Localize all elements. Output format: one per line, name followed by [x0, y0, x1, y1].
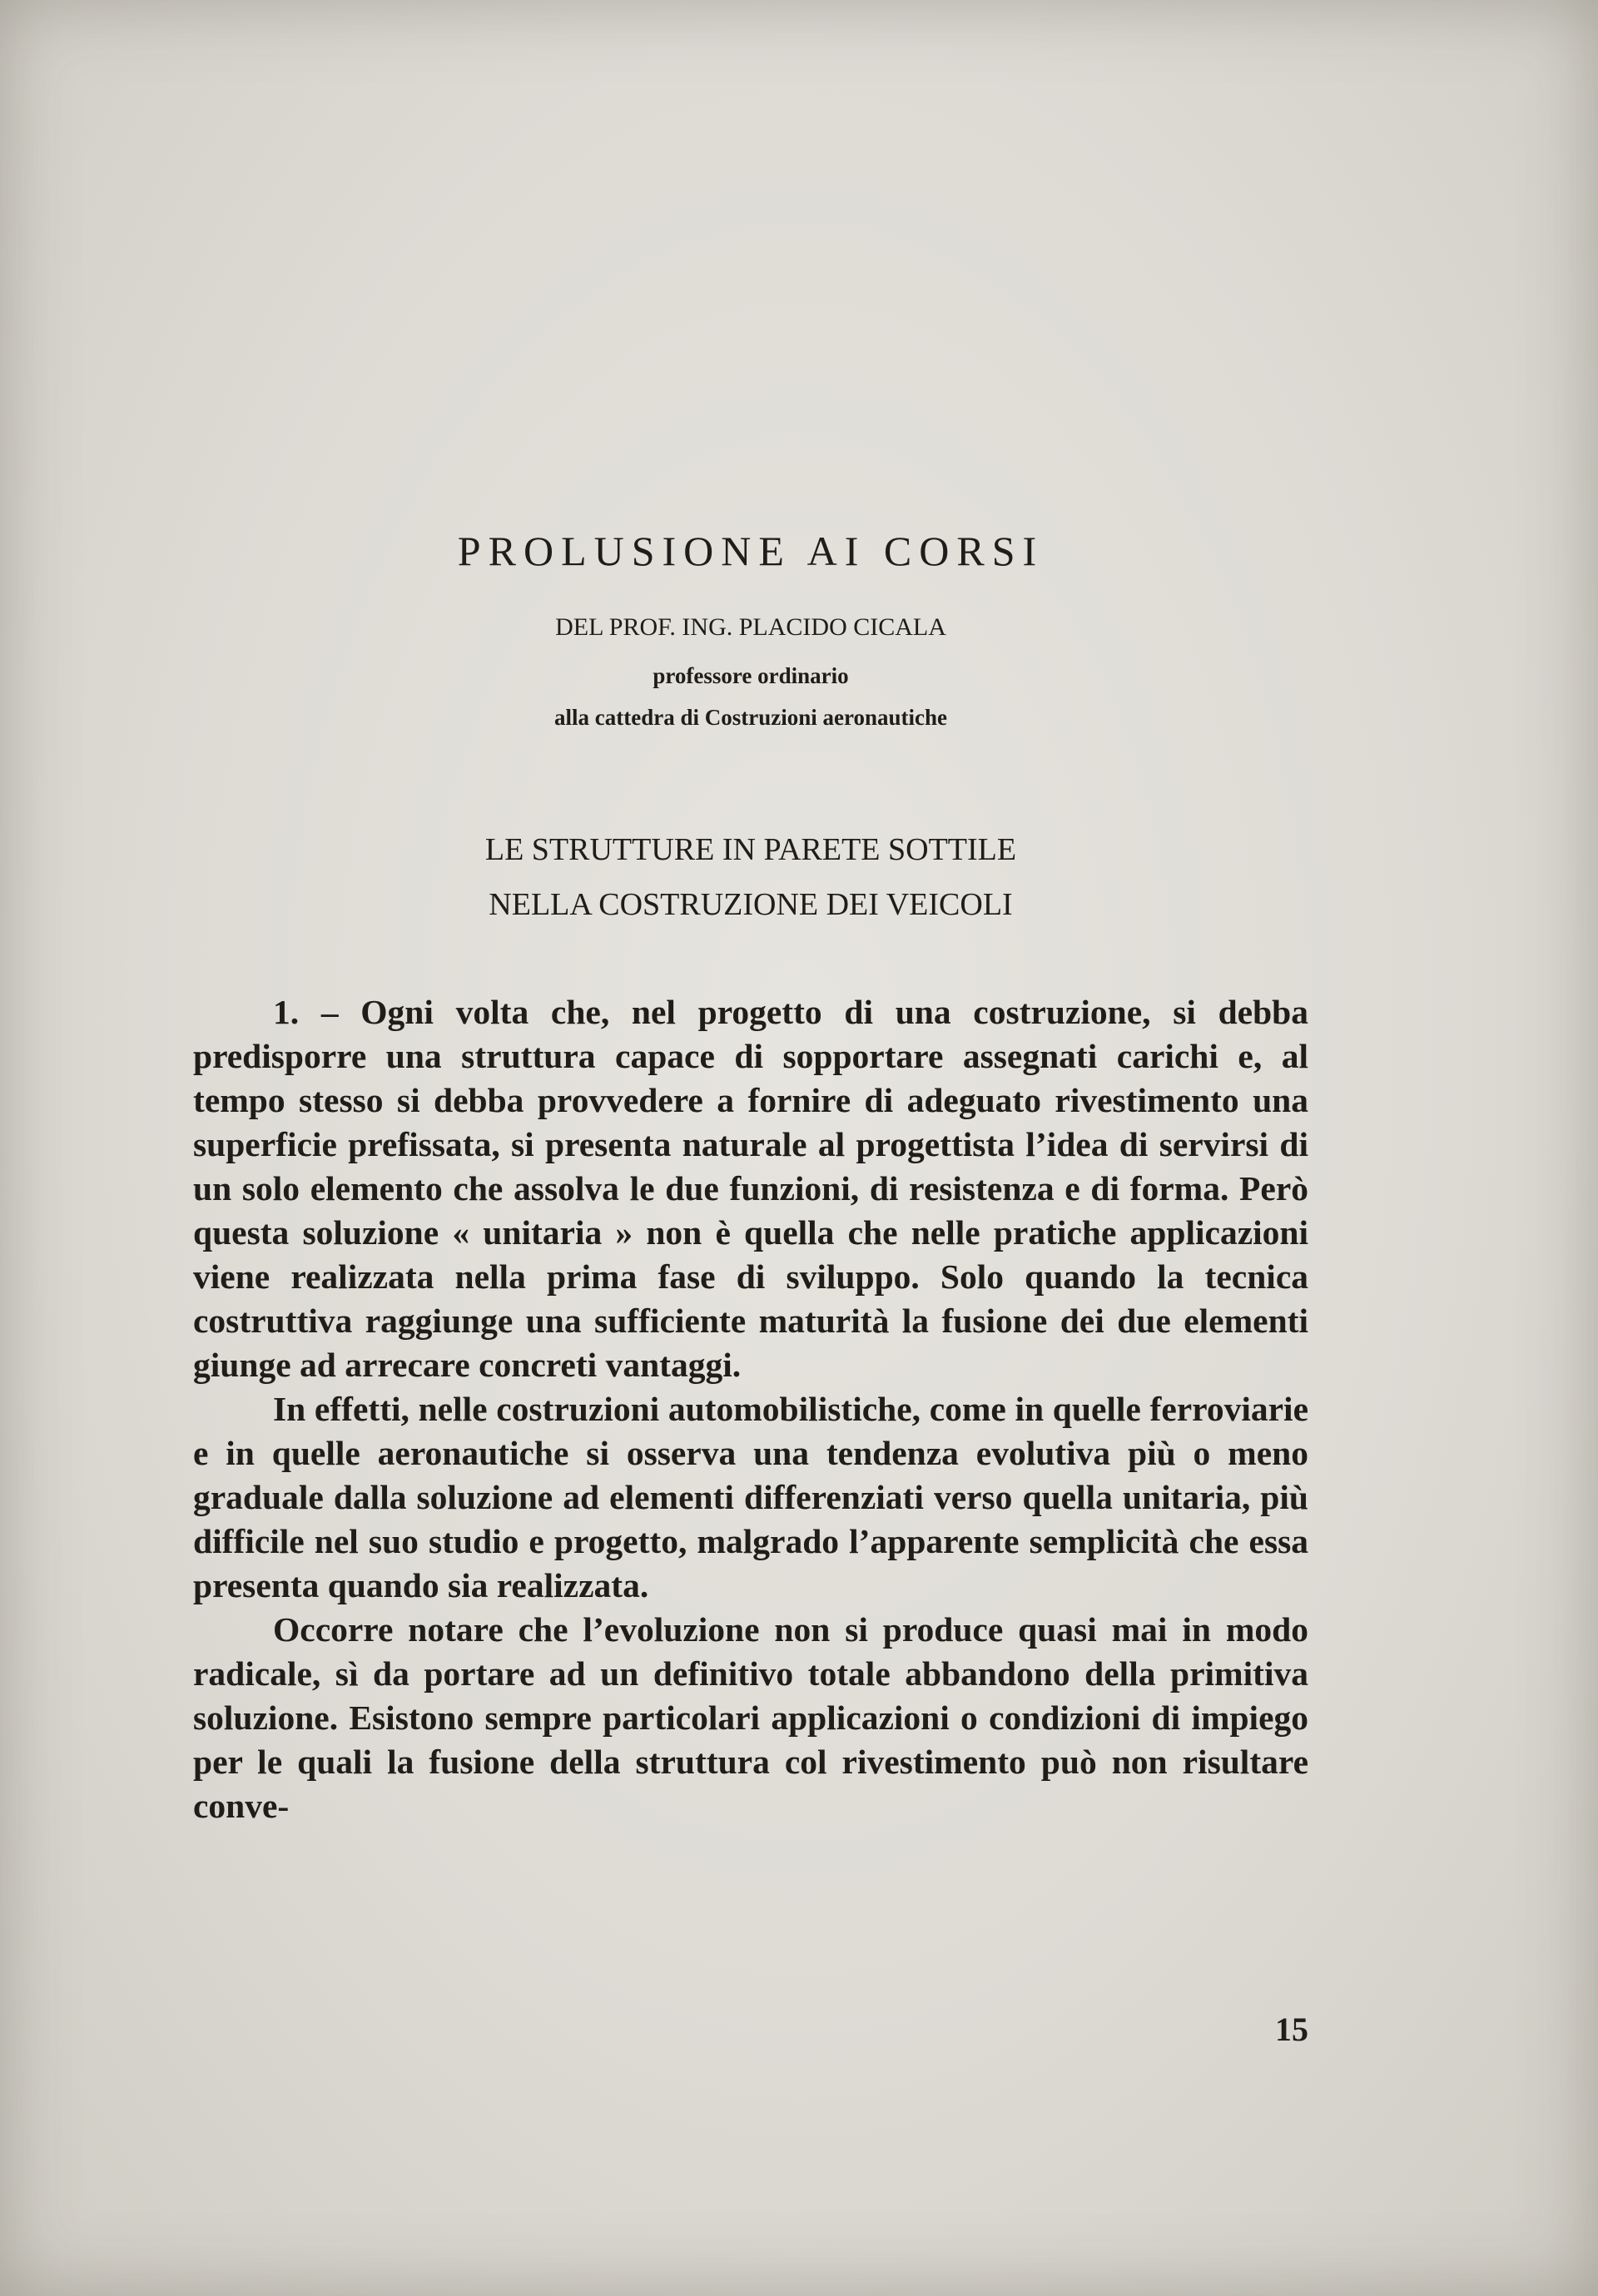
lecture-title-line-2: NELLA COSTRUZIONE DEI VEICOLI	[489, 887, 1013, 922]
author-line	[193, 611, 1308, 644]
author-name: PLACIDO CICALA	[738, 613, 946, 641]
paragraph: Occorre notare che l’evoluzione non si produce quasi mai in modo radicale, sì da portare ad un definitivo totale abbandono della primitiva soluzione. Esistono sempre particolari applicazioni o condizioni di impiego per le quali la fusione della struttura col rivestimento può non risultare conve-	[193, 1610, 1308, 1825]
page-number: 15	[1275, 2011, 1308, 2048]
author-role: professore ordinario	[653, 663, 849, 688]
paragraph: In effetti, nelle costruzioni automobilistiche, come in quelle ferroviarie e in quelle aeronautiche si osserva una tendenza evolutiva più o meno graduale dalla soluzione ad elementi differenziati verso quella unitaria, più difficile nel suo studio e progetto, malgrado l’apparente semplicità che essa presenta quando sia realizzata.	[193, 1390, 1308, 1604]
paragraph: 1. – Ogni volta che, nel progetto di una costruzione, si debba predisporre una struttura capace di sopportare assegnati carichi e, al tempo stesso si debba provvedere a fornire di adeguato rivestimento una superficie prefissata, si presenta naturale al progettista l’idea di servirsi di un solo elemento che assolva le due funzioni, di resistenza e di forma. Però questa soluzione « unitaria » non è quella che nelle pratiche applicazioni viene realizzata nella prima fase di sviluppo. Solo quando la tecnica costruttiva raggiunge una sufficiente maturità la fusione dei due elementi giunge ad arrecare concreti vantaggi.	[193, 993, 1308, 1384]
lecture-title-line-1: LE STRUTTURE IN PARETE SOTTILE	[484, 832, 1017, 867]
body-text	[193, 990, 1308, 1828]
page-heading: PROLUSIONE AI CORSI	[457, 528, 1045, 574]
author-chair: alla cattedra di Costruzioni aeronautiche	[554, 705, 947, 730]
author-title-prefix: DEL PROF. ING.	[555, 613, 733, 641]
